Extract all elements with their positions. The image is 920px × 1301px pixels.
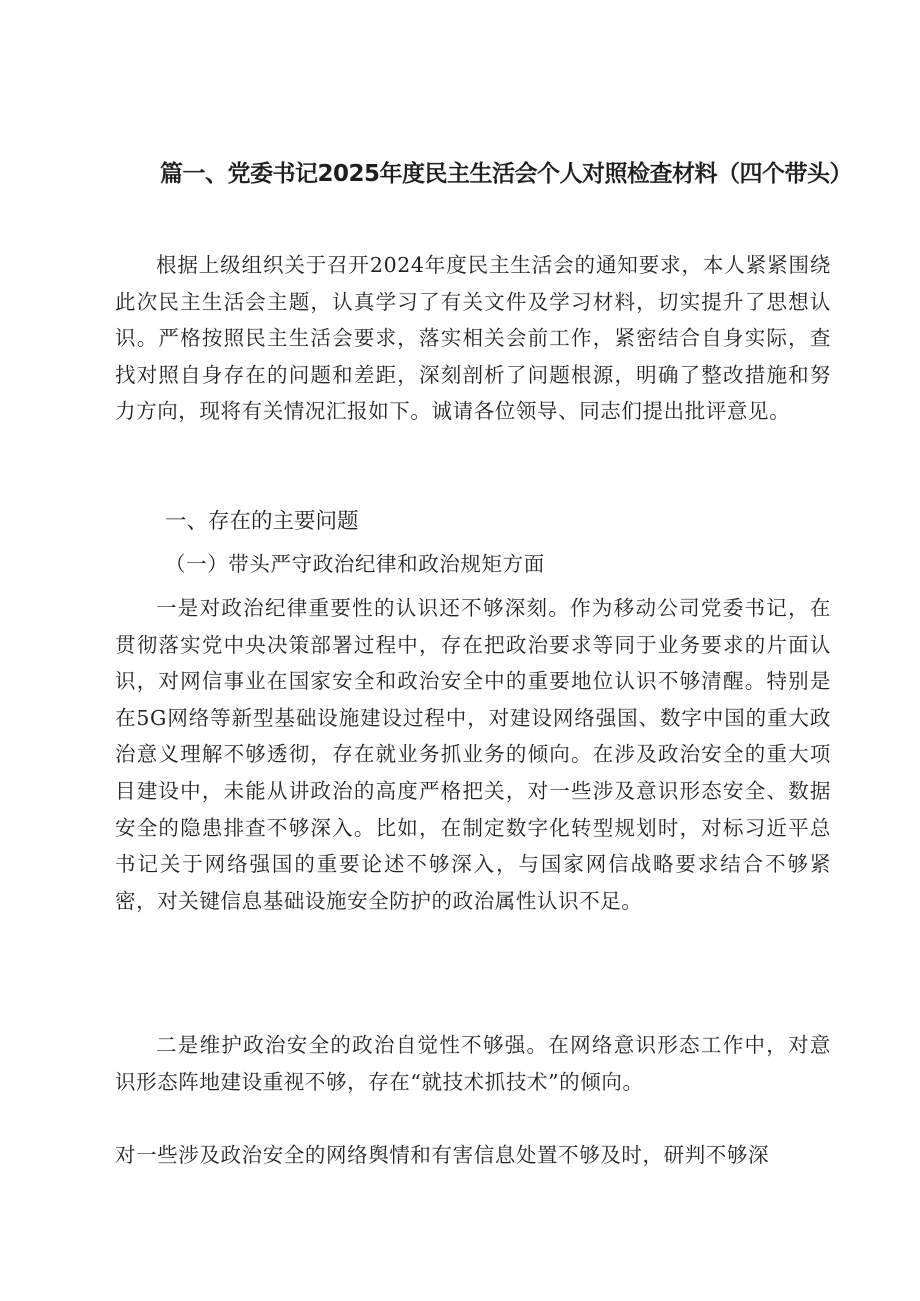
continued-paragraph: 对一些涉及政治安全的网络舆情和有害信息处置不够及时，研判不够深 (115, 1143, 770, 1167)
problem-two-paragraph: 二是维护政治安全的政治自觉性不够强。在网络意识形态工作中，对意识形态阵地建设重视不够，存在“就技术抓技术”的倾向。 (115, 1033, 831, 1094)
document-title: 篇一、党委书记2025年度民主生活会个人对照检查材料（四个带头） (160, 161, 853, 187)
section-heading-main-problems: 一、存在的主要问题 (165, 509, 359, 534)
intro-paragraph: 根据上级组织关于召开2024年度民主生活会的通知要求，本人紧紧围绕此次民主生活会主题，认真学习了有关文件及学习材料，切实提升了思想认识。严格按照民主生活会要求，落实相关会前工作，紧密结合自身实际，查找对照自身存在的问题和差距，深刻剖析了问题根源，明确了整改措施和努力方向，现将有关情况汇报如下。诚请各位领导、同志们提出批评意见。 (115, 253, 831, 424)
problem-one-paragraph: 一是对政治纪律重要性的认识还不够深刻。作为移动公司党委书记，在贯彻落实党中央决策部署过程中，存在把政治要求等同于业务要求的片面认识，对网信事业在国家安全和政治安全中的重要地位认识不够清醒。特别是在5G网络等新型基础设施建设过程中，对建设网络强国、数字中国的重大政治意义理解不够透彻，存在就业务抓业务的倾向。在涉及政治安全的重大项目建设中，未能从讲政治的高度严格把关，对一些涉及意识形态安全、数据安全的隐患排查不够深入。比如，在制定数字化转型规划时，对标习近平总书记关于网络强国的重要论述不够深入，与国家网信战略要求结合不够紧密，对关键信息基础设施安全防护的政治属性认识不足。 (115, 596, 831, 913)
subsection-heading-political-discipline: （一）带头严守政治纪律和政治规矩方面 (165, 552, 545, 576)
